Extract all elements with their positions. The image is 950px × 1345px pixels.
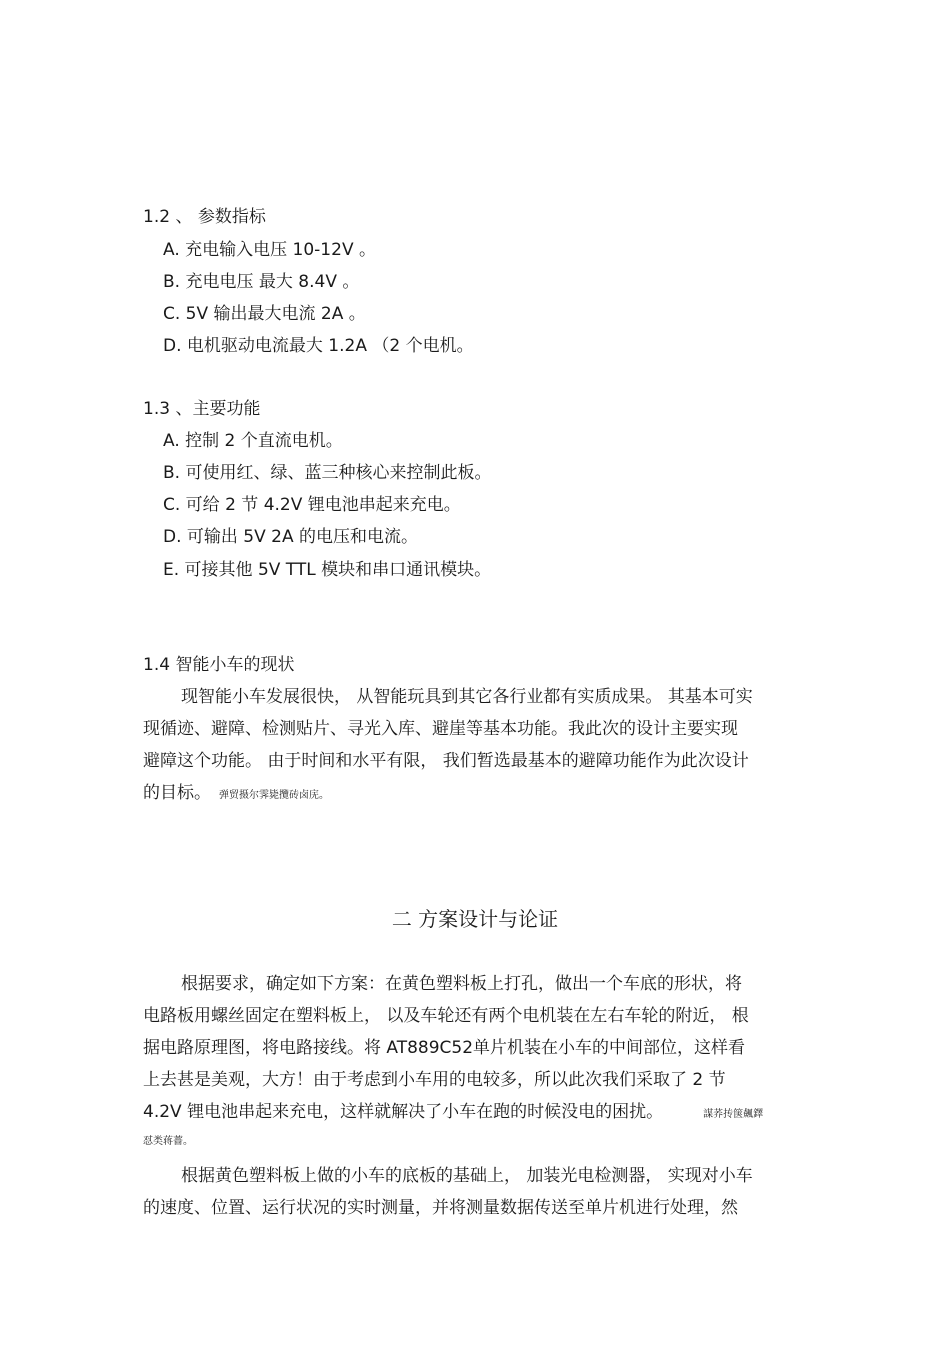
plan-line-2: 电路板用螺丝固定在塑料板上， 以及车轮还有两个电机装在左右车轮的附近， 根 xyxy=(143,1006,749,1026)
function-item-e: E. 可接其他 5V TTL 模块和串口通讯模块。 xyxy=(163,560,492,580)
param-item-c: C. 5V 输出最大电流 2A 。 xyxy=(163,304,366,324)
status-line-4-text: 的目标。 xyxy=(143,783,211,803)
status-line-1: 现智能小车发展很快， 从智能玩具到其它各行业都有实质成果。 其基本可实 xyxy=(181,687,753,707)
status-garbled-tail: 弹贸摄尔霁毙攬砖卤庑。 xyxy=(219,790,329,801)
plan-line-4: 上去甚是美观，大方！由于考虑到小车用的电较多，所以此次我们采取了 2 节 xyxy=(143,1070,726,1090)
plan2-line-1: 根据黄色塑料板上做的小车的底板的基础上， 加装光电检测器， 实现对小车 xyxy=(181,1166,753,1186)
plan-line-3: 据电路原理图，将电路接线。将 AT889C52单片机装在小车的中间部位，这样看 xyxy=(143,1038,746,1058)
param-item-b: B. 充电电压 最大 8.4V 。 xyxy=(163,272,360,292)
status-line-4 xyxy=(143,782,329,807)
function-item-b: B. 可使用红、绿、蓝三种核心来控制此板。 xyxy=(163,463,492,483)
plan-garbled-tail-2: 怼类蒋薔。 xyxy=(143,1136,193,1147)
chapter-2-title: 二 方案设计与论证 xyxy=(391,907,559,931)
status-line-2: 现循迹、避障、检测贴片、寻光入库、避崖等基本功能。我此次的设计主要实现 xyxy=(143,719,738,739)
plan-garbled-tail: 謀荞抟箧飆鐸 xyxy=(703,1109,764,1120)
function-item-a: A. 控制 2 个直流电机。 xyxy=(163,431,343,451)
param-item-a: A. 充电输入电压 10-12V 。 xyxy=(163,240,376,260)
plan-line-5-text: 4.2V 锂电池串起来充电，这样就解决了小车在跑的时候没电的困扰。 xyxy=(143,1102,664,1122)
section-1-3-heading: 1.3 、主要功能 xyxy=(143,399,261,419)
section-1-4-heading: 1.4 智能小车的现状 xyxy=(143,655,295,675)
status-line-3: 避障这个功能。 由于时间和水平有限， 我们暂选最基本的避障功能作为此次设计 xyxy=(143,751,749,771)
function-item-d: D. 可输出 5V 2A 的电压和电流。 xyxy=(163,527,418,547)
section-1-2-heading: 1.2 、 参数指标 xyxy=(143,207,266,227)
plan-line-1: 根据要求，确定如下方案：在黄色塑料板上打孔，做出一个车底的形状，将 xyxy=(181,974,742,994)
plan-line-5 xyxy=(143,1101,763,1126)
function-item-c: C. 可给 2 节 4.2V 锂电池串起来充电。 xyxy=(163,495,461,515)
param-item-d: D. 电机驱动电流最大 1.2A （2 个电机。 xyxy=(163,336,474,356)
plan2-line-2: 的速度、位置、运行状况的实时测量，并将测量数据传送至单片机进行处理，然 xyxy=(143,1198,738,1218)
